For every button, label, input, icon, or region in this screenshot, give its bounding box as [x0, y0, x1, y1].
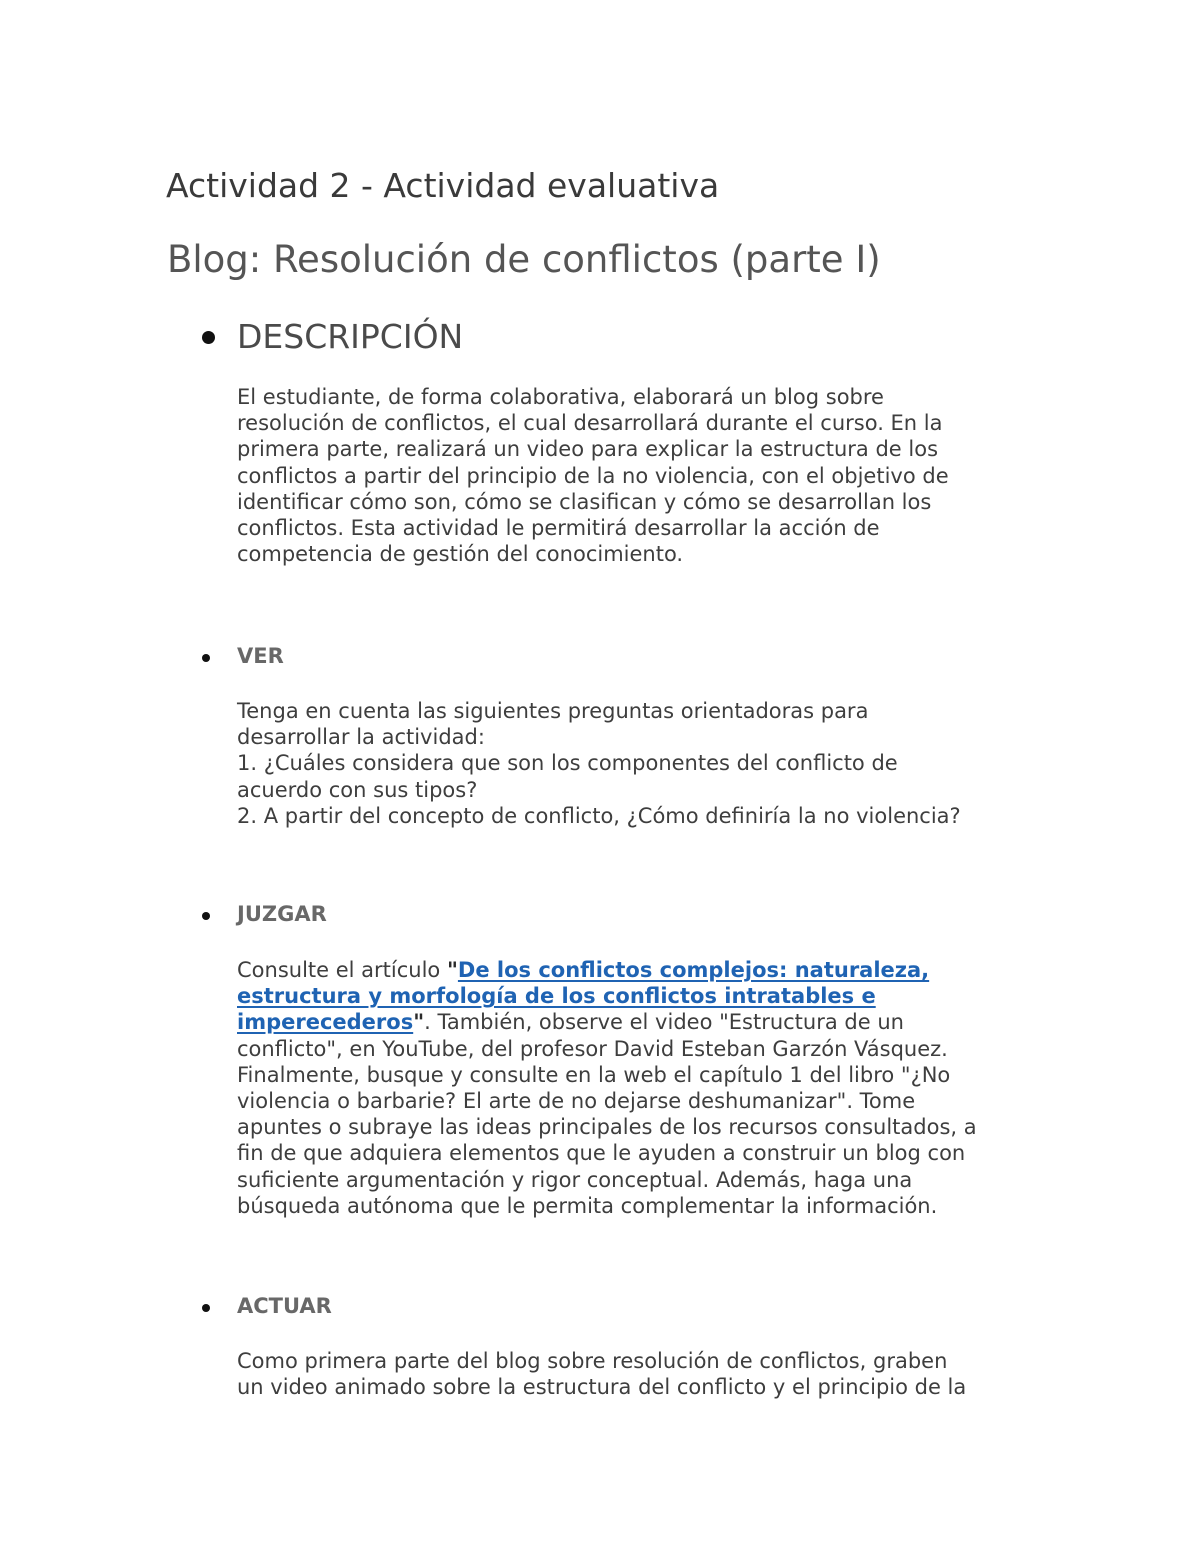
question-line: acuerdo con sus tipos? [237, 777, 478, 802]
text-line: conflictos a partir del principio de la no violencia, con el objetivo de [237, 463, 949, 488]
text-line: resolución de conflictos, el cual desarrollará durante el curso. En la [237, 411, 943, 436]
text-line: identificar cómo son, cómo se clasifican y cómo se desarrollan los [237, 489, 932, 514]
bullet-icon [202, 912, 210, 920]
activity-title: Actividad 2 - Actividad evaluativa [166, 166, 720, 205]
bullet-icon [202, 1304, 210, 1312]
question-line: 1. ¿Cuáles considera que son los componentes del conflicto de [237, 751, 898, 776]
article-link[interactable]: imperecederos [237, 1010, 414, 1035]
section-heading-ver: VER [237, 644, 284, 668]
text-line [237, 983, 1037, 1009]
bullet-icon [202, 654, 210, 662]
blog-subtitle: Blog: Resolución de conflictos (parte I) [167, 238, 881, 281]
text-line: apuntes o subraye las ideas principales de los recursos consultados, a [237, 1115, 977, 1140]
section-body-descripcion [237, 384, 1037, 567]
text-line: competencia de gestión del conocimiento. [237, 542, 684, 567]
text-line: búsqueda autónoma que le permita complementar la información. [237, 1193, 938, 1218]
text-line: conflicto", en YouTube, del profesor David Esteban Garzón Vásquez. [237, 1036, 948, 1061]
quote-mark: " [446, 958, 458, 982]
section-body-juzgar [237, 957, 1037, 1219]
text-fragment: Consulte el artículo [237, 958, 447, 982]
question-line: 2. A partir del concepto de conflicto, ¿Cómo definiría la no violencia? [237, 803, 961, 828]
text-line [237, 957, 1037, 983]
text-fragment: . También, observe el video "Estructura de un [424, 1010, 904, 1035]
text-line: conflictos. Esta actividad le permitirá desarrollar la acción de [237, 516, 880, 541]
text-line: suficiente argumentación y rigor conceptual. Además, haga una [237, 1167, 913, 1192]
text-line: desarrollar la actividad: [237, 725, 485, 750]
article-link[interactable]: De los conflictos complejos: naturaleza, [457, 958, 930, 982]
section-heading-descripcion: DESCRIPCIÓN [237, 317, 464, 356]
section-body-ver [237, 698, 1037, 829]
article-link[interactable]: estructura y morfología de los conflictos intratables e [237, 984, 876, 1009]
text-line: El estudiante, de forma colaborativa, elaborará un blog sobre [237, 385, 884, 409]
quote-mark: " [413, 1010, 425, 1035]
section-body-actuar [237, 1348, 1037, 1400]
text-line: Como primera parte del blog sobre resolución de conflictos, graben [237, 1349, 948, 1373]
text-line: primera parte, realizará un video para explicar la estructura de los [237, 437, 939, 462]
section-heading-actuar: ACTUAR [237, 1294, 332, 1318]
bullet-icon [202, 331, 215, 344]
text-line: Tenga en cuenta las siguientes preguntas orientadoras para [237, 699, 869, 723]
section-heading-juzgar: JUZGAR [237, 902, 327, 926]
text-line: Finalmente, busque y consulte en la web el capítulo 1 del libro "¿No [237, 1062, 951, 1087]
text-line: violencia o barbarie? El arte de no dejarse deshumanizar". Tome [237, 1089, 916, 1114]
text-line [237, 1009, 1037, 1035]
text-line: un video animado sobre la estructura del conflicto y el principio de la [237, 1375, 967, 1400]
text-line: fin de que adquiera elementos que le ayuden a construir un blog con [237, 1141, 966, 1166]
